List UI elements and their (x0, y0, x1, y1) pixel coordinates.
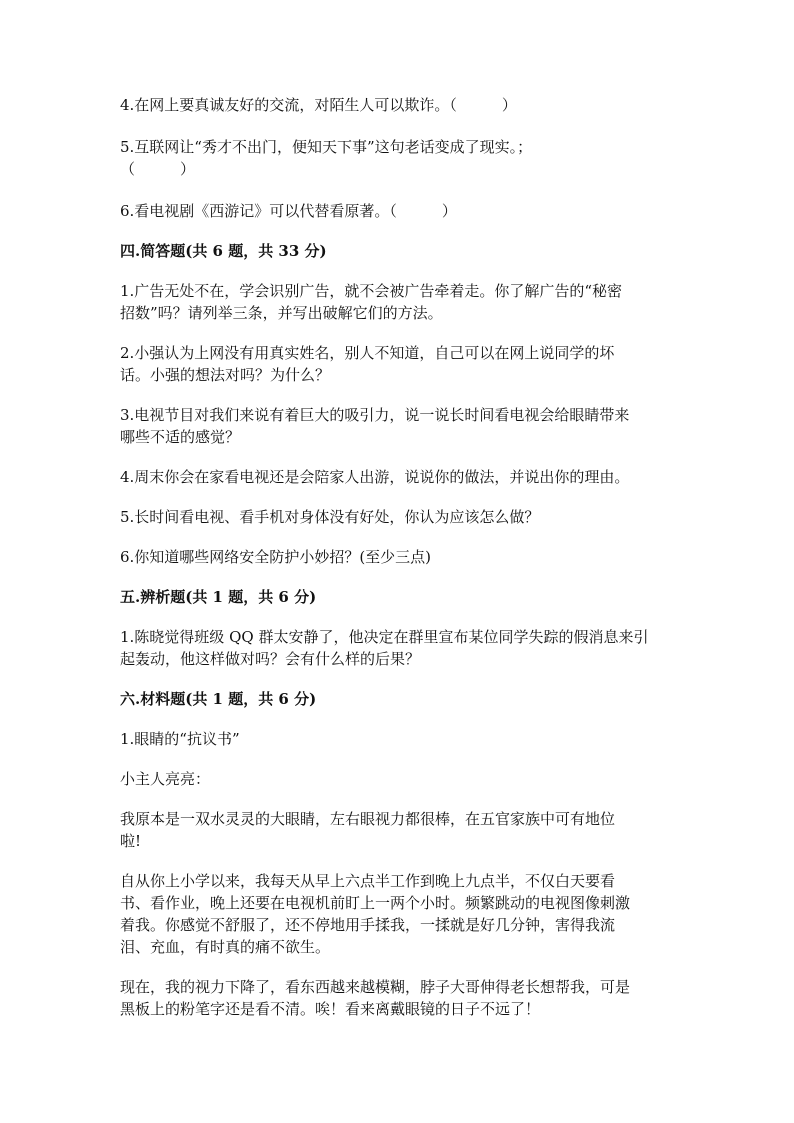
section4-title: 四.简答题(共 6 题，共 33 分) (120, 242, 327, 260)
material-item-title: 1.眼睛的“抗议书” (120, 730, 240, 748)
judge-item-5 (120, 136, 680, 180)
material-paragraph-2-line4: 泪、充血，有时真的痛不欲生。 (120, 938, 331, 956)
material-paragraph-2-line1: 自从你上小学以来，我每天从早上六点半工作到晚上九点半，不仅白天要看 (120, 872, 616, 890)
section4-item-3-line2: 哪些不适的感觉？ (120, 428, 241, 446)
section4-item-4-line1: 4.周末你会在家看电视还是会陪家人出游，说说你的做法，并说出你的理由。 (120, 468, 630, 486)
section5-item-1-line2: 起轰动，他这样做对吗？会有什么样的后果？ (120, 650, 421, 668)
section4-item-2 (120, 342, 680, 386)
material-paragraph-2-line3: 着我。你感觉不舒服了，还不停地用手揉我，一揉就是好几分钟，害得我流 (120, 916, 616, 934)
judge-item-5-line1: 5.互联网让“秀才不出门，便知天下事”这句老话变成了现实。； (120, 138, 533, 156)
section4-item-6-line1: 6.你知道哪些网络安全防护小妙招？(至少三点) (120, 548, 432, 566)
section4-item-2-line2: 话。小强的想法对吗？为什么？ (120, 366, 331, 384)
section4-item-1-line1: 1.广告无处不在，学会识别广告，就不会被广告牵着走。你了解广告的“秘密 (120, 282, 622, 300)
judge-item-6: 6.看电视剧《西游记》可以代替看原著。（ ） (120, 202, 457, 220)
section4-item-2-line1: 2.小强认为上网没有用真实姓名，别人不知道，自己可以在网上说同学的坏 (120, 344, 615, 362)
section6-title: 六.材料题(共 1 题，共 6 分) (120, 690, 317, 708)
section4-item-6 (120, 546, 680, 568)
section5-title: 五.辨析题(共 1 题，共 6 分) (120, 588, 317, 606)
material-paragraph-3-line1: 现在，我的视力下降了，看东西越来越模糊，脖子大哥伸得老长想帮我，可是 (120, 978, 631, 996)
material-paragraph-2 (120, 870, 680, 958)
material-salutation: 小主人亮亮： (120, 770, 211, 788)
section4-item-5-line1: 5.长时间看电视、看手机对身体没有好处，你认为应该怎么做？ (120, 508, 540, 526)
material-paragraph-2-line2: 书、看作业，晚上还要在电视机前盯上一两个小时。频繁跳动的电视图像刺激 (120, 894, 631, 912)
judge-item-4: 4.在网上要真诚友好的交流，对陌生人可以欺诈。（ ） (120, 96, 517, 114)
section5-item-1 (120, 626, 680, 670)
material-paragraph-1-line2: 啦! (120, 832, 142, 850)
section4-item-3-line1: 3.电视节目对我们来说有着巨大的吸引力，说一说长时间看电视会给眼睛带来 (120, 406, 630, 424)
section4-item-1 (120, 280, 680, 324)
section5-item-1-line1: 1.陈晓觉得班级 QQ 群太安静了，他决定在群里宣布某位同学失踪的假消息来引 (120, 628, 649, 646)
material-paragraph-3-line2: 黑板上的粉笔字还是看不清。唉！看来离戴眼镜的日子不远了！ (120, 1000, 541, 1018)
section4-item-1-line2: 招数”吗？请列举三条，并写出破解它们的方法。 (120, 304, 443, 322)
material-paragraph-3 (120, 976, 680, 1020)
section4-item-4 (120, 466, 680, 488)
material-paragraph-1 (120, 808, 680, 852)
section4-item-3 (120, 404, 680, 448)
material-paragraph-1-line1: 我原本是一双水灵灵的大眼睛，左右眼视力都很棒，在五官家族中可有地位 (120, 810, 616, 828)
document-page (120, 94, 680, 1020)
judge-item-5-line2: （ ） (120, 160, 196, 178)
section4-item-5 (120, 506, 680, 528)
